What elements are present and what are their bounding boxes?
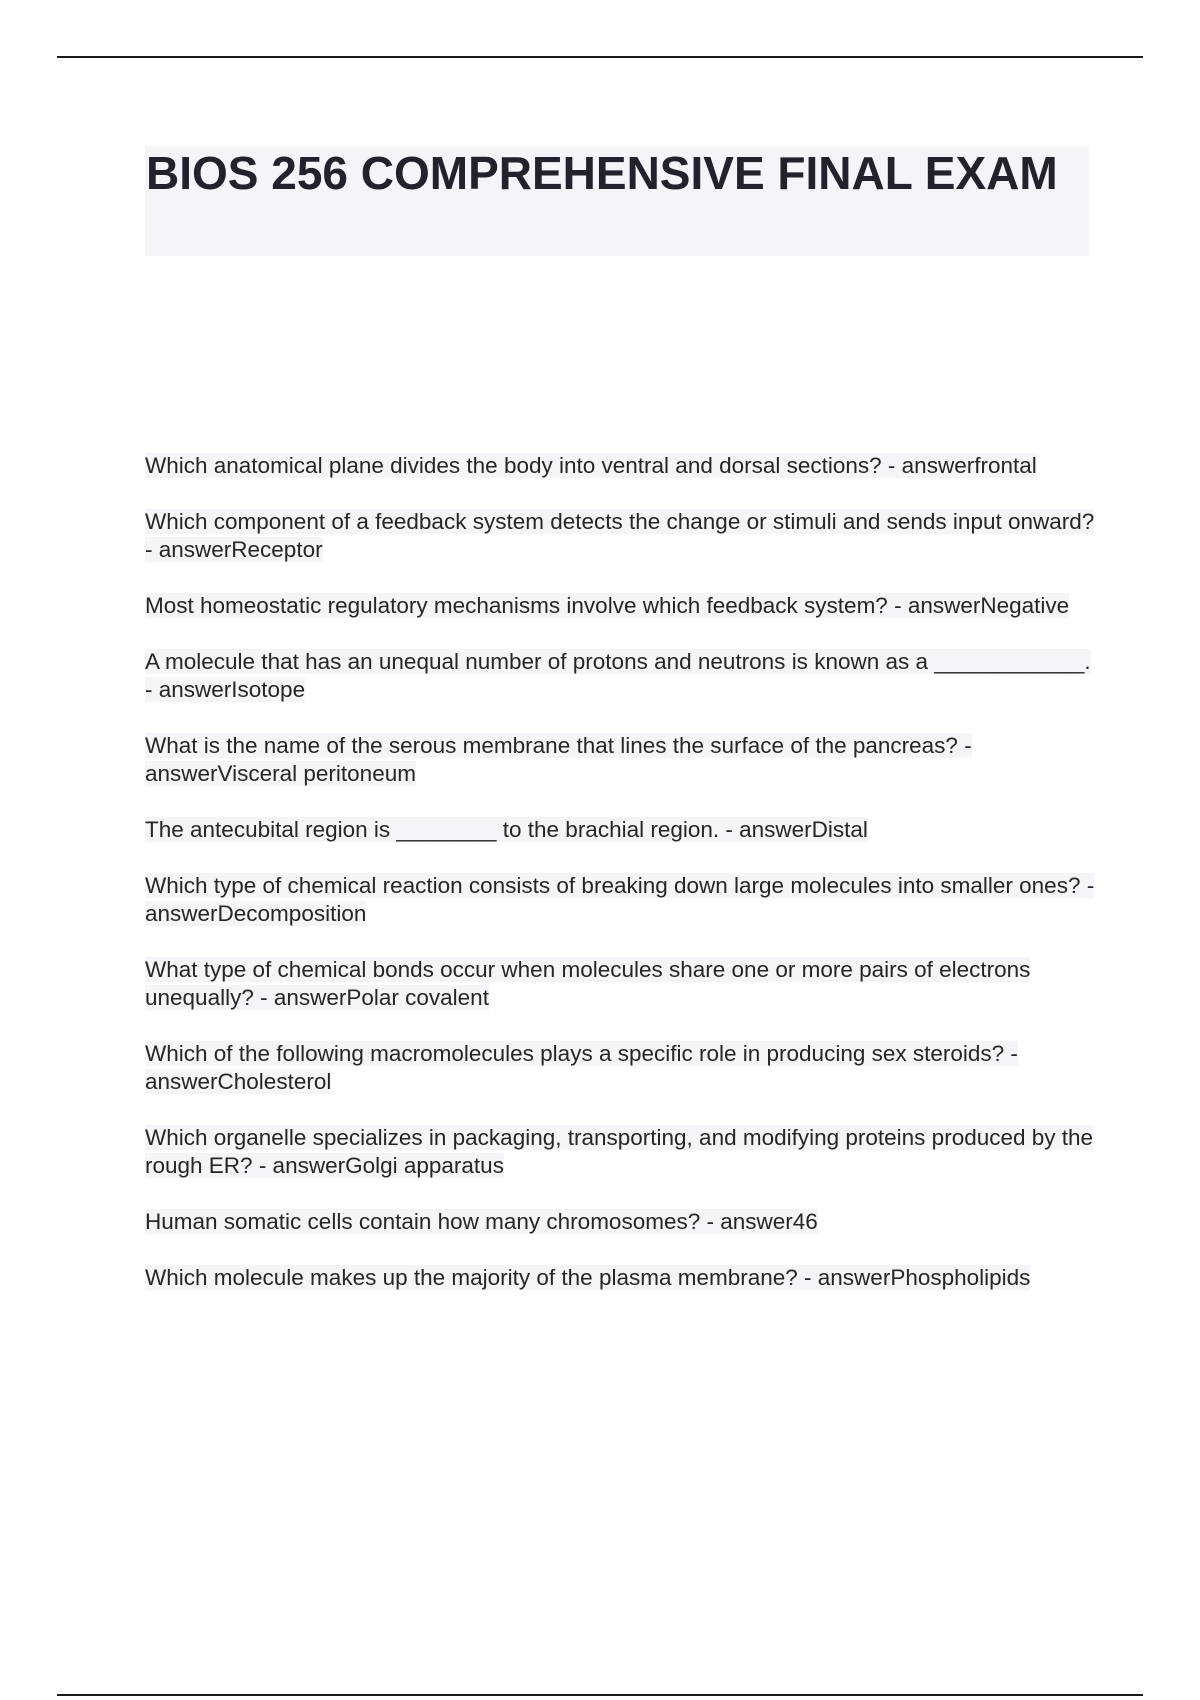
question-text: Which of the following macromolecules plays a specific role in producing sex steroids? - answerCholesterol — [145, 1041, 1018, 1094]
question-item — [145, 1040, 1095, 1096]
title-block — [145, 146, 1089, 256]
question-item — [145, 452, 1095, 480]
question-item — [145, 1208, 1095, 1236]
question-item — [145, 592, 1095, 620]
question-item — [145, 508, 1095, 564]
question-item — [145, 816, 1095, 844]
question-item — [145, 872, 1095, 928]
question-text: Which organelle specializes in packaging, transporting, and modifying proteins produced by the rough ER? - answerGolgi apparatus — [145, 1125, 1094, 1178]
question-text: The antecubital region is ________ to the brachial region. - answerDistal — [145, 817, 868, 842]
question-text: Most homeostatic regulatory mechanisms involve which feedback system? - answerNegative — [145, 593, 1070, 618]
footer-rule — [57, 1694, 1143, 1696]
question-text: What is the name of the serous membrane that lines the surface of the pancreas? - answerVisceral peritoneum — [145, 733, 972, 786]
question-item — [145, 1124, 1095, 1180]
question-text: Which component of a feedback system detects the change or stimuli and sends input onward? - answerReceptor — [145, 509, 1095, 562]
page-title: BIOS 256 COMPREHENSIVE FINAL EXAM — [146, 147, 1058, 199]
question-text: Which molecule makes up the majority of the plasma membrane? - answerPhospholipids — [145, 1265, 1031, 1290]
question-item — [145, 1264, 1095, 1292]
question-text: Human somatic cells contain how many chromosomes? - answer46 — [145, 1209, 818, 1234]
question-text: A molecule that has an unequal number of protons and neutrons is known as a ____________. - answerIsotope — [145, 649, 1091, 702]
question-item — [145, 956, 1095, 1012]
question-item — [145, 732, 1095, 788]
question-list — [145, 452, 1095, 1320]
question-text: Which type of chemical reaction consists of breaking down large molecules into smaller ones? - answerDecomposition — [145, 873, 1095, 926]
question-text: What type of chemical bonds occur when molecules share one or more pairs of electrons unequally? - answerPolar covalent — [145, 957, 1031, 1010]
header-rule — [57, 56, 1143, 58]
question-item — [145, 648, 1095, 704]
question-text: Which anatomical plane divides the body into ventral and dorsal sections? - answerfrontal — [145, 453, 1037, 478]
